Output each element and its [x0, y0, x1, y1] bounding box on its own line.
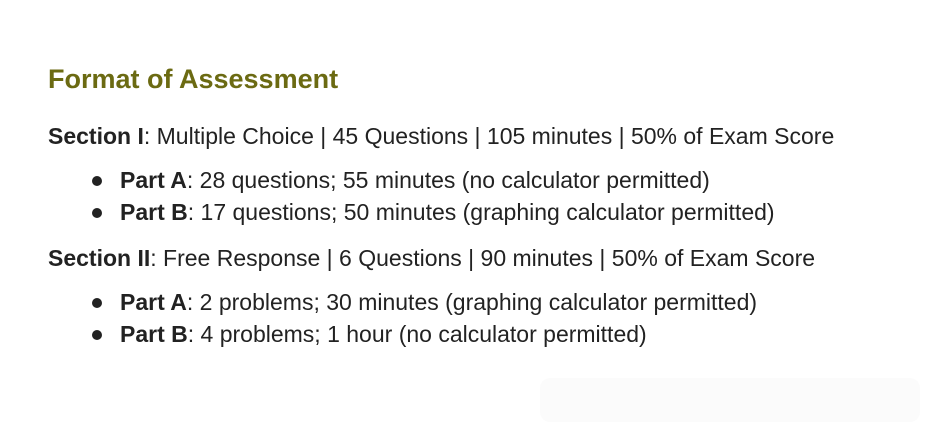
- faint-overlay-box: [540, 378, 920, 422]
- part-text: : 28 questions; 55 minutes (no calculator permitted): [186, 167, 710, 193]
- part-text: : 4 problems; 1 hour (no calculator permitted): [187, 321, 647, 347]
- section-1-summary: [48, 120, 928, 152]
- bullet-icon: [92, 298, 102, 308]
- list-item: [92, 286, 928, 318]
- list-item: [92, 196, 928, 228]
- list-item: [92, 318, 928, 350]
- section-1-text: : Multiple Choice | 45 Questions | 105 minutes | 50% of Exam Score: [143, 123, 835, 149]
- bullet-icon: [92, 330, 102, 340]
- section-1-parts-list: [48, 164, 928, 228]
- part-label: Part A: [120, 289, 187, 315]
- bullet-icon: [92, 208, 102, 218]
- part-label: Part B: [120, 321, 188, 347]
- page-title: Format of Assessment: [48, 64, 339, 94]
- part-label: Part B: [120, 199, 188, 225]
- section-2-parts-list: [48, 286, 928, 350]
- list-item: [92, 164, 928, 196]
- part-label: Part A: [120, 167, 187, 193]
- part-text: : 2 problems; 30 minutes (graphing calculator permitted): [186, 289, 758, 315]
- part-text: : 17 questions; 50 minutes (graphing calculator permitted): [187, 199, 775, 225]
- section-2-label: Section II: [48, 245, 151, 271]
- section-2-summary: [48, 242, 928, 274]
- section-2-text: : Free Response | 6 Questions | 90 minutes | 50% of Exam Score: [150, 245, 816, 271]
- section-1-label: Section I: [48, 123, 144, 149]
- assessment-format-content: [48, 60, 928, 364]
- bullet-icon: [92, 176, 102, 186]
